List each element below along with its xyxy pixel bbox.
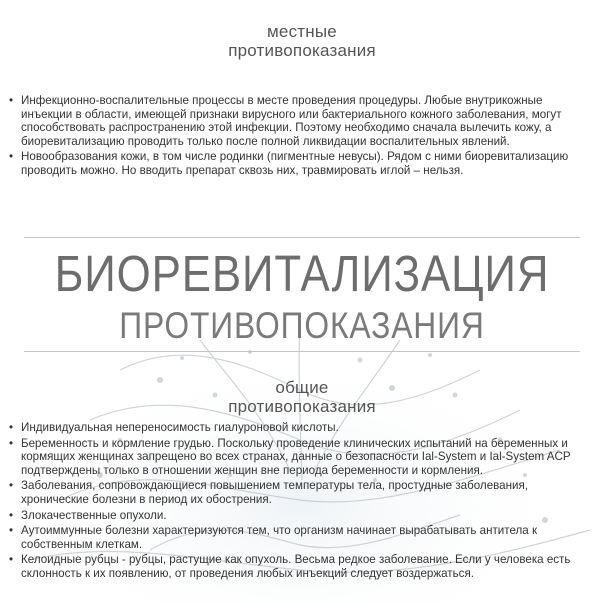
divider-bottom — [24, 351, 580, 352]
bullet-icon: • — [9, 436, 14, 450]
local-heading-line-1: местные — [267, 22, 337, 41]
bullet-icon: • — [9, 553, 14, 567]
list-item-text: Аутоиммунные болезни характеризуются тем, что организм начинает вырабатывать антитела к собственным клеткам. — [21, 524, 538, 551]
list-item — [6, 437, 596, 478]
list-item-text: Келоидные рубцы - рубцы, растущие как опухоль. Весьма редкое заболевание. Если у человека есть склонность к их появлению, от проведения любых инъекций следует воздержаться. — [21, 553, 571, 580]
bullet-icon: • — [9, 479, 14, 493]
local-heading-line-2: противопоказания — [228, 41, 376, 60]
general-contraindications-heading — [0, 378, 604, 416]
list-item-text: Злокачественные опухоли. — [21, 508, 167, 522]
bullet-icon: • — [9, 94, 14, 107]
general-heading-line-2: противопоказания — [228, 397, 376, 416]
general-heading-line-1: общие — [275, 378, 329, 397]
list-item — [6, 524, 596, 551]
list-item — [6, 150, 596, 177]
local-contraindications-heading — [0, 22, 604, 60]
list-item-text: Индивидуальная непереносимость гиалуроновой кислоты. — [21, 421, 339, 434]
page-title: БИОРЕВИТАЛИЗАЦИЯ — [54, 245, 550, 302]
bullet-icon: • — [9, 150, 14, 164]
list-item-text: Заболевания, сопровождающиеся повышением температуры тела, простудные заболевания, хронические болезни в период их обострения. — [21, 479, 529, 506]
list-item-text: Беременность и кормление грудью. Поскольку проведение клинических испытаний на беременных и кормящих женщинах запрещено во всех странах, данные о безопасности Ial-System и Ial-System ACP подтверждены только в отношении женщин вне периода беременности и кормления. — [21, 436, 571, 477]
list-item — [6, 94, 596, 148]
page-subtitle: ПРОТИВОПОКАЗАНИЯ — [119, 305, 485, 346]
local-contraindications-list — [6, 94, 596, 180]
general-contraindications-list — [6, 421, 596, 583]
bullet-icon: • — [9, 524, 14, 538]
list-item — [6, 421, 596, 435]
list-item-text: Новообразования кожи, в том числе родинки (пигментные невусы). Рядом с ними биоревитализацию проводить можно. Но вводить препарат сквозь них, травмировать иглой – нельзя. — [21, 150, 569, 177]
bullet-icon: • — [9, 508, 14, 522]
list-item — [6, 479, 596, 506]
bullet-icon: • — [9, 421, 14, 434]
list-item — [6, 553, 596, 580]
list-item — [6, 509, 596, 523]
divider-top — [24, 237, 580, 238]
list-item-text: Инфекционно-воспалительные процессы в месте проведения процедуры. Любые внутрикожные инъекции в области, имеющей признаки вирусного или бактериального кожного заболевания, могут способствовать распространению этой инфекции. Поэтому необходимо сначала вылечить кожу, а биоревитализацию проводить только после полной ликвидации воспалительных явлений. — [21, 94, 562, 148]
